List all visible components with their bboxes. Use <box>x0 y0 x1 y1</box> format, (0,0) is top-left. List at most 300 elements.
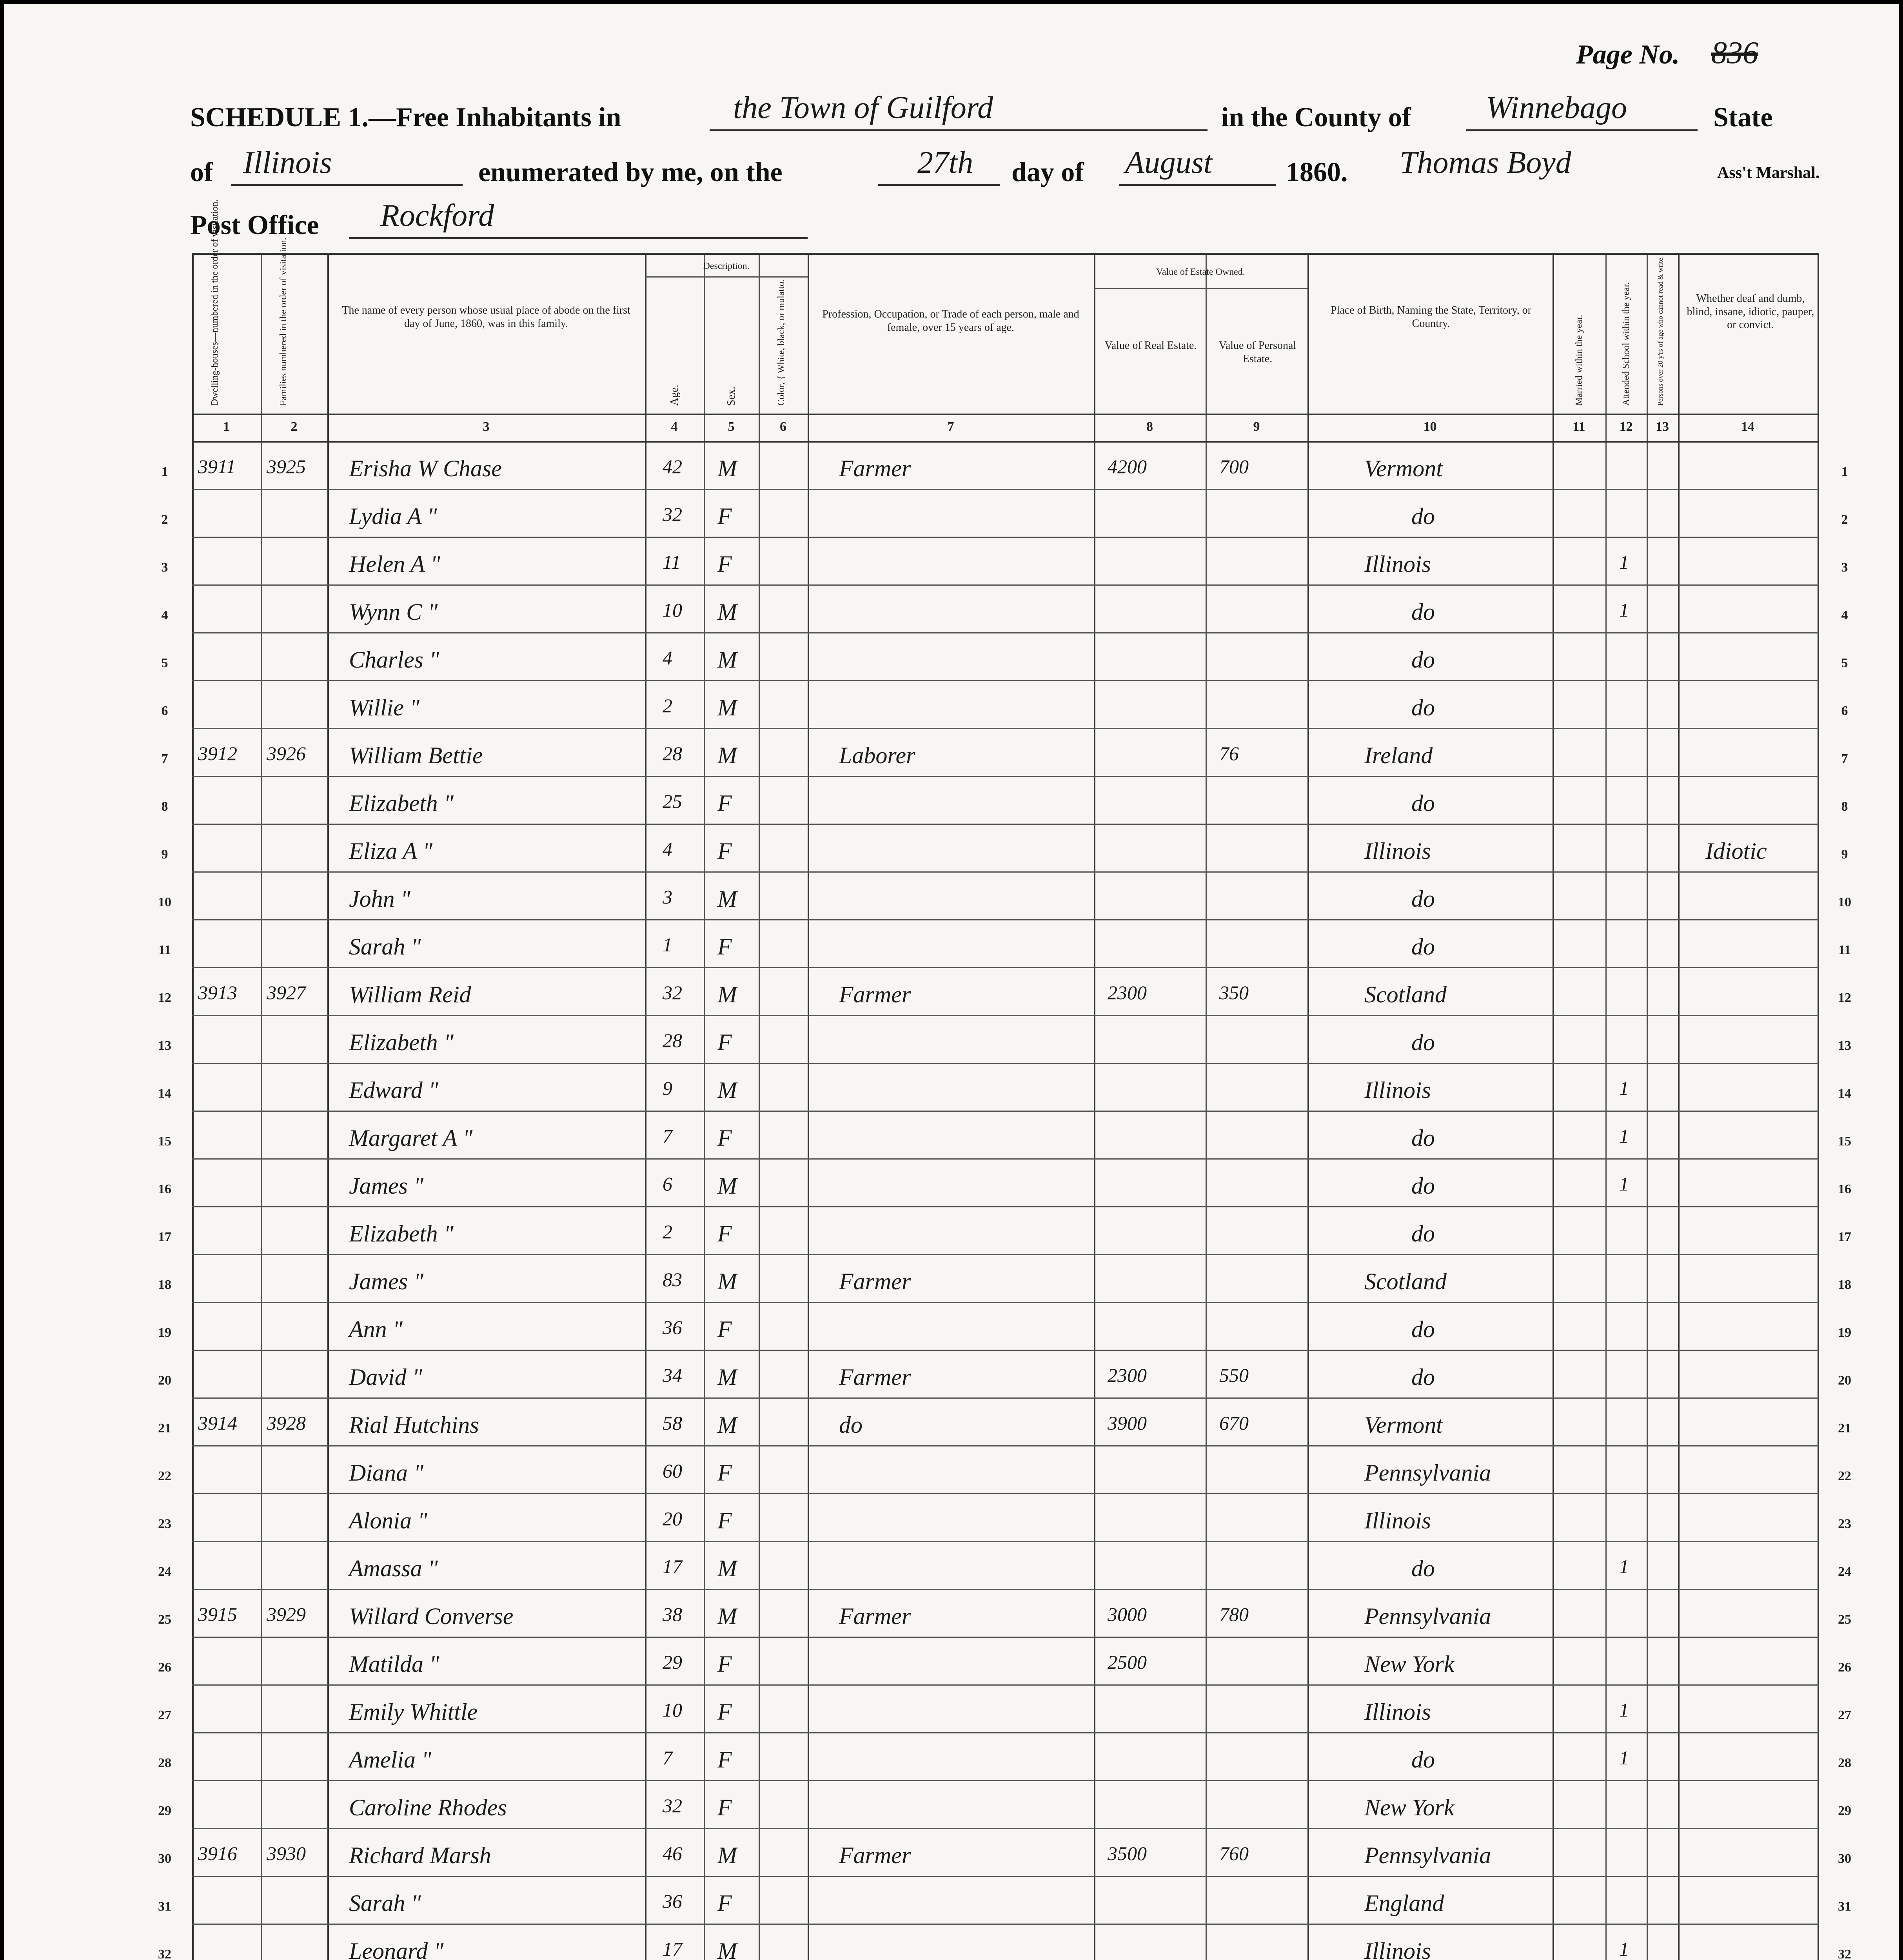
person-name: Elizabeth " <box>349 1029 454 1055</box>
row-number-right: 9 <box>1841 847 1848 862</box>
row-number-left: 27 <box>158 1708 171 1722</box>
day-underline <box>878 184 1000 186</box>
person-name: Willard Converse <box>349 1603 514 1629</box>
age-value: 2 <box>663 695 672 717</box>
birthplace-value: do <box>1411 647 1435 673</box>
birthplace-value: do <box>1411 1125 1435 1151</box>
person-name: Rial Hutchins <box>349 1412 479 1438</box>
row-rule <box>192 1015 1819 1016</box>
birthplace-value: Ireland <box>1364 742 1433 768</box>
sex-value: M <box>717 1603 737 1629</box>
age-value: 32 <box>663 503 682 525</box>
birthplace-value: Pennsylvania <box>1364 1603 1491 1629</box>
estate-header: Value of Estate Owned. <box>1156 267 1245 277</box>
personal-estate-value: 350 <box>1219 982 1249 1004</box>
column-number: 3 <box>483 419 490 434</box>
row-number-right: 15 <box>1838 1134 1851 1149</box>
row-number-right: 27 <box>1838 1708 1851 1722</box>
column-number: 2 <box>291 419 298 434</box>
age-value: 34 <box>663 1364 682 1386</box>
age-value: 4 <box>663 647 672 669</box>
sex-value: M <box>717 456 737 481</box>
person-name: Emily Whittle <box>349 1699 478 1725</box>
person-name: Alonia " <box>349 1508 428 1534</box>
day-value: 27th <box>917 145 973 180</box>
row-rule <box>192 1206 1819 1207</box>
condition-note: Idiotic <box>1705 838 1767 864</box>
row-number-left: 1 <box>161 465 168 479</box>
person-name: William Bettie <box>349 742 483 768</box>
real-estate-value: 2300 <box>1108 1364 1147 1386</box>
row-number-right: 2 <box>1841 512 1848 527</box>
row-rule <box>192 1063 1819 1064</box>
row-rule <box>192 680 1819 681</box>
table-border-right <box>1818 253 1819 1960</box>
row-number-left: 11 <box>158 943 171 957</box>
month-value: August <box>1125 145 1213 180</box>
real-estate-value: 4200 <box>1108 456 1147 477</box>
column-number: 11 <box>1573 419 1585 434</box>
sex-value: F <box>717 838 732 864</box>
dwelling-number: 3913 <box>198 982 237 1004</box>
birthplace-value: Illinois <box>1364 1077 1431 1103</box>
person-name: Richard Marsh <box>349 1842 491 1868</box>
person-name: Elizabeth " <box>349 790 454 816</box>
place-value: the Town of Guilford <box>733 91 993 125</box>
school-mark: 1 <box>1619 599 1629 621</box>
person-name: Lydia A " <box>349 503 437 529</box>
col-divider <box>1647 253 1648 1960</box>
dwelling-number: 3912 <box>198 742 237 764</box>
sex-value: M <box>717 742 737 768</box>
age-value: 38 <box>663 1603 682 1625</box>
birthplace-value: Scotland <box>1364 1269 1447 1294</box>
column-number: 13 <box>1656 419 1669 434</box>
row-number-left: 7 <box>161 751 168 766</box>
col10-header: Place of Birth, Naming the State, Territory, or Country. <box>1330 304 1532 330</box>
row-number-left: 31 <box>158 1899 171 1914</box>
birthplace-value: do <box>1411 934 1435 960</box>
personal-estate-value: 760 <box>1219 1842 1249 1864</box>
age-value: 28 <box>663 1029 682 1051</box>
col-divider <box>645 253 646 1960</box>
person-name: Ann " <box>349 1316 403 1342</box>
sex-value: M <box>717 1077 737 1103</box>
row-number-left: 13 <box>158 1038 171 1053</box>
person-name: Charles " <box>349 647 439 673</box>
dwelling-number: 3916 <box>198 1842 237 1864</box>
row-number-left: 10 <box>158 895 171 909</box>
birthplace-value: do <box>1411 1364 1435 1390</box>
birthplace-value: Illinois <box>1364 551 1431 577</box>
marshal-value: Thomas Boyd <box>1400 145 1571 180</box>
col-divider <box>1094 253 1095 1960</box>
birthplace-value: do <box>1411 886 1435 912</box>
row-number-left: 5 <box>161 656 168 670</box>
occupation-value: Laborer <box>839 742 915 768</box>
age-value: 60 <box>663 1460 682 1482</box>
colnum-rule <box>192 441 1819 443</box>
col5-header: Sex. <box>725 387 737 406</box>
row-number-left: 24 <box>158 1564 171 1579</box>
col13-header: Persons over 20 y'rs of age who cannot read & write. <box>1656 256 1664 406</box>
row-number-left: 2 <box>161 512 168 527</box>
row-rule <box>192 1876 1819 1877</box>
real-estate-value: 3000 <box>1108 1603 1147 1625</box>
row-rule <box>192 1302 1819 1303</box>
row-number-left: 21 <box>158 1421 171 1436</box>
post-office-label: Post Office <box>190 210 319 240</box>
row-rule <box>192 1637 1819 1638</box>
person-name: Leonard " <box>349 1938 444 1960</box>
sex-value: F <box>717 790 732 816</box>
birthplace-value: do <box>1411 1555 1435 1581</box>
col-divider <box>1678 253 1680 1960</box>
row-number-right: 29 <box>1838 1804 1851 1818</box>
birthplace-value: Vermont <box>1364 1412 1443 1438</box>
person-name: Helen A " <box>349 551 440 577</box>
row-rule <box>192 1541 1819 1542</box>
row-rule <box>192 1158 1819 1160</box>
real-estate-value: 2500 <box>1108 1651 1147 1673</box>
person-name: David " <box>349 1364 422 1390</box>
row-number-left: 29 <box>158 1804 171 1818</box>
row-number-left: 4 <box>161 608 168 622</box>
row-number-left: 16 <box>158 1182 171 1196</box>
row-number-left: 19 <box>158 1325 171 1340</box>
page-number: 836 <box>1711 36 1758 70</box>
row-rule <box>192 776 1819 777</box>
row-number-right: 19 <box>1838 1325 1851 1340</box>
school-mark: 1 <box>1619 1747 1629 1769</box>
col3-header: The name of every person whose usual place of abode on the first day of June, 1860, was in this family. <box>342 304 630 330</box>
birthplace-value: do <box>1411 599 1435 625</box>
birthplace-value: do <box>1411 1029 1435 1055</box>
row-rule <box>192 632 1819 633</box>
age-value: 58 <box>663 1412 682 1434</box>
row-number-left: 3 <box>161 560 168 575</box>
row-rule <box>192 1780 1819 1781</box>
table-border-top <box>192 253 1819 255</box>
person-name: Diana " <box>349 1460 424 1486</box>
age-value: 7 <box>663 1747 672 1769</box>
birthplace-value: do <box>1411 1173 1435 1199</box>
person-name: Matilda " <box>349 1651 439 1677</box>
sex-value: M <box>717 647 737 673</box>
row-number-right: 22 <box>1838 1469 1851 1483</box>
birthplace-value: Illinois <box>1364 838 1431 864</box>
sex-value: F <box>717 1316 732 1342</box>
sex-value: F <box>717 1747 732 1773</box>
age-value: 29 <box>663 1651 682 1673</box>
day-of-label: day of <box>1011 157 1084 187</box>
row-number-right: 31 <box>1838 1899 1851 1914</box>
person-name: Sarah " <box>349 1890 421 1916</box>
age-value: 32 <box>663 982 682 1004</box>
year-value: 1860. <box>1286 157 1348 187</box>
birthplace-value: do <box>1411 1221 1435 1247</box>
family-number: 3929 <box>267 1603 306 1625</box>
col4-header: Age. <box>668 385 681 406</box>
row-number-left: 6 <box>161 704 168 718</box>
person-name: Sarah " <box>349 934 421 960</box>
county-label: in the County of <box>1221 102 1411 132</box>
birthplace-value: do <box>1411 790 1435 816</box>
row-number-right: 4 <box>1841 608 1848 622</box>
family-number: 3930 <box>267 1842 306 1864</box>
sex-value: M <box>717 1842 737 1868</box>
school-mark: 1 <box>1619 1173 1629 1195</box>
sex-value: F <box>717 1221 732 1247</box>
enumerated-label: enumerated by me, on the <box>478 157 783 187</box>
page-label: Page No. <box>1576 40 1680 70</box>
birthplace-value: Pennsylvania <box>1364 1842 1491 1868</box>
family-number: 3927 <box>267 982 306 1004</box>
age-value: 10 <box>663 599 682 621</box>
row-number-left: 28 <box>158 1756 171 1770</box>
person-name: Margaret A " <box>349 1125 473 1151</box>
school-mark: 1 <box>1619 1699 1629 1721</box>
column-number: 8 <box>1146 419 1153 434</box>
column-number: 7 <box>947 419 954 434</box>
row-rule <box>192 728 1819 729</box>
person-name: James " <box>349 1173 424 1199</box>
sex-value: F <box>717 1125 732 1151</box>
family-number: 3926 <box>267 742 306 764</box>
header-rule <box>192 414 1819 415</box>
row-number-left: 25 <box>158 1612 171 1627</box>
occupation-value: Farmer <box>839 1269 911 1294</box>
age-value: 28 <box>663 742 682 764</box>
occupation-value: Farmer <box>839 1842 911 1868</box>
post-office-value: Rockford <box>380 198 494 233</box>
age-value: 3 <box>663 886 672 908</box>
row-rule <box>192 489 1819 490</box>
schedule-title: SCHEDULE 1.—Free Inhabitants in <box>190 102 621 132</box>
month-underline <box>1119 184 1276 186</box>
person-name: Caroline Rhodes <box>349 1795 507 1820</box>
personal-estate-value: 780 <box>1219 1603 1249 1625</box>
person-name: Eliza A " <box>349 838 433 864</box>
age-value: 1 <box>663 934 672 956</box>
row-number-right: 17 <box>1838 1230 1851 1244</box>
sex-value: F <box>717 503 732 529</box>
row-number-right: 23 <box>1838 1517 1851 1531</box>
sex-value: M <box>717 695 737 720</box>
column-number: 14 <box>1741 419 1754 434</box>
row-number-left: 14 <box>158 1086 171 1101</box>
sex-value: F <box>717 1460 732 1486</box>
row-number-right: 13 <box>1838 1038 1851 1053</box>
sex-value: M <box>717 1173 737 1199</box>
sex-value: F <box>717 1651 732 1677</box>
state-underline <box>231 184 463 186</box>
sex-value: F <box>717 551 732 577</box>
age-value: 17 <box>663 1555 682 1577</box>
row-number-left: 32 <box>158 1947 171 1960</box>
row-number-right: 25 <box>1838 1612 1851 1627</box>
sex-value: M <box>717 1269 737 1294</box>
sex-value: M <box>717 982 737 1007</box>
col-divider <box>1307 253 1309 1960</box>
person-name: Amassa " <box>349 1555 438 1581</box>
row-number-left: 23 <box>158 1517 171 1531</box>
person-name: Amelia " <box>349 1747 432 1773</box>
row-rule <box>192 919 1819 920</box>
age-value: 20 <box>663 1508 682 1530</box>
age-value: 36 <box>663 1316 682 1338</box>
sex-value: M <box>717 1938 737 1960</box>
age-value: 83 <box>663 1269 682 1290</box>
census-page <box>4 4 1899 1960</box>
row-rule <box>192 1111 1819 1112</box>
col-divider <box>1605 253 1607 1960</box>
row-number-right: 21 <box>1838 1421 1851 1436</box>
col9-header: Value of Personal Estate. <box>1218 339 1297 365</box>
age-value: 6 <box>663 1173 672 1195</box>
row-number-left: 18 <box>158 1278 171 1292</box>
birthplace-value: New York <box>1364 1795 1454 1820</box>
school-mark: 1 <box>1619 1125 1629 1147</box>
row-number-right: 10 <box>1838 895 1851 909</box>
col-divider <box>704 253 705 1960</box>
row-number-right: 1 <box>1841 465 1848 479</box>
sex-value: M <box>717 1364 737 1390</box>
row-number-right: 32 <box>1838 1947 1851 1960</box>
county-underline <box>1466 129 1698 131</box>
personal-estate-value: 700 <box>1219 456 1249 477</box>
row-number-right: 5 <box>1841 656 1848 670</box>
person-name: Erisha W Chase <box>349 456 502 481</box>
estate-rule <box>1094 288 1307 289</box>
person-name: James " <box>349 1269 424 1294</box>
sex-value: F <box>717 1699 732 1725</box>
row-number-right: 6 <box>1841 704 1848 718</box>
age-value: 11 <box>663 551 681 573</box>
row-number-right: 11 <box>1838 943 1851 957</box>
age-value: 32 <box>663 1795 682 1817</box>
sex-value: M <box>717 1412 737 1438</box>
col-divider <box>1206 253 1207 1960</box>
row-rule <box>192 1350 1819 1351</box>
age-value: 9 <box>663 1077 672 1099</box>
post-office-underline <box>349 237 808 239</box>
column-number: 10 <box>1423 419 1437 434</box>
row-number-left: 17 <box>158 1230 171 1244</box>
row-rule <box>192 824 1819 825</box>
birthplace-value: do <box>1411 503 1435 529</box>
row-number-right: 7 <box>1841 751 1848 766</box>
row-number-left: 22 <box>158 1469 171 1483</box>
school-mark: 1 <box>1619 551 1629 573</box>
row-rule <box>192 1828 1819 1829</box>
person-name: John " <box>349 886 410 912</box>
age-value: 36 <box>663 1890 682 1912</box>
age-value: 25 <box>663 790 682 812</box>
row-number-right: 28 <box>1838 1756 1851 1770</box>
col-divider <box>261 253 262 1960</box>
col-divider <box>1553 253 1554 1960</box>
age-value: 4 <box>663 838 672 860</box>
birthplace-value: Illinois <box>1364 1699 1431 1725</box>
real-estate-value: 3900 <box>1108 1412 1147 1434</box>
person-name: Edward " <box>349 1077 438 1103</box>
col6-header: Color, { White, black, or mulatto. <box>776 279 786 406</box>
row-number-left: 26 <box>158 1660 171 1675</box>
sex-value: F <box>717 1890 732 1916</box>
row-rule <box>192 1684 1819 1686</box>
table-border-left <box>192 253 194 1960</box>
personal-estate-value: 550 <box>1219 1364 1249 1386</box>
sex-value: F <box>717 934 732 960</box>
row-number-left: 20 <box>158 1373 171 1388</box>
place-underline <box>710 129 1208 131</box>
row-number-right: 24 <box>1838 1564 1851 1579</box>
col2-header: Families numbered in the order of visitation. <box>278 238 289 406</box>
row-rule <box>192 871 1819 873</box>
birthplace-value: Illinois <box>1364 1508 1431 1534</box>
person-name: William Reid <box>349 982 471 1007</box>
birthplace-value: Pennsylvania <box>1364 1460 1491 1486</box>
row-number-right: 30 <box>1838 1851 1851 1866</box>
birthplace-value: do <box>1411 695 1435 720</box>
row-number-right: 26 <box>1838 1660 1851 1675</box>
sex-value: M <box>717 1555 737 1581</box>
row-rule <box>192 1445 1819 1446</box>
age-value: 10 <box>663 1699 682 1721</box>
row-number-left: 8 <box>161 799 168 814</box>
birthplace-value: do <box>1411 1747 1435 1773</box>
occupation-value: Farmer <box>839 1603 911 1629</box>
row-number-right: 18 <box>1838 1278 1851 1292</box>
description-rule <box>645 276 808 278</box>
real-estate-value: 3500 <box>1108 1842 1147 1864</box>
family-number: 3928 <box>267 1412 306 1434</box>
row-number-right: 14 <box>1838 1086 1851 1101</box>
row-number-right: 20 <box>1838 1373 1851 1388</box>
real-estate-value: 2300 <box>1108 982 1147 1004</box>
age-value: 2 <box>663 1221 672 1243</box>
person-name: Wynn C " <box>349 599 438 625</box>
sex-value: F <box>717 1029 732 1055</box>
marshal-label: Ass't Marshal. <box>1717 164 1820 182</box>
birthplace-value: England <box>1364 1890 1444 1916</box>
row-rule <box>192 1589 1819 1590</box>
row-rule <box>192 1924 1819 1925</box>
state-label: State <box>1713 102 1773 132</box>
school-mark: 1 <box>1619 1938 1629 1960</box>
col7-header: Profession, Occupation, or Trade of each person, male and female, over 15 years of age. <box>822 308 1079 334</box>
row-number-right: 12 <box>1838 991 1851 1005</box>
dwelling-number: 3914 <box>198 1412 237 1434</box>
column-number: 6 <box>780 419 786 434</box>
col12-header: Attended School within the year. <box>1621 282 1631 406</box>
row-rule <box>192 967 1819 968</box>
occupation-value: Farmer <box>839 456 911 481</box>
row-rule <box>192 1397 1819 1399</box>
row-number-right: 8 <box>1841 799 1848 814</box>
description-header: Description. <box>703 261 750 271</box>
school-mark: 1 <box>1619 1555 1629 1577</box>
row-number-right: 3 <box>1841 560 1848 575</box>
occupation-value: Farmer <box>839 982 911 1007</box>
col1-header: Dwelling-houses—numbered in the order of visitation. <box>210 199 220 406</box>
row-number-left: 30 <box>158 1851 171 1866</box>
row-rule <box>192 537 1819 538</box>
age-value: 17 <box>663 1938 682 1960</box>
row-number-left: 9 <box>161 847 168 862</box>
of-label: of <box>190 157 213 187</box>
